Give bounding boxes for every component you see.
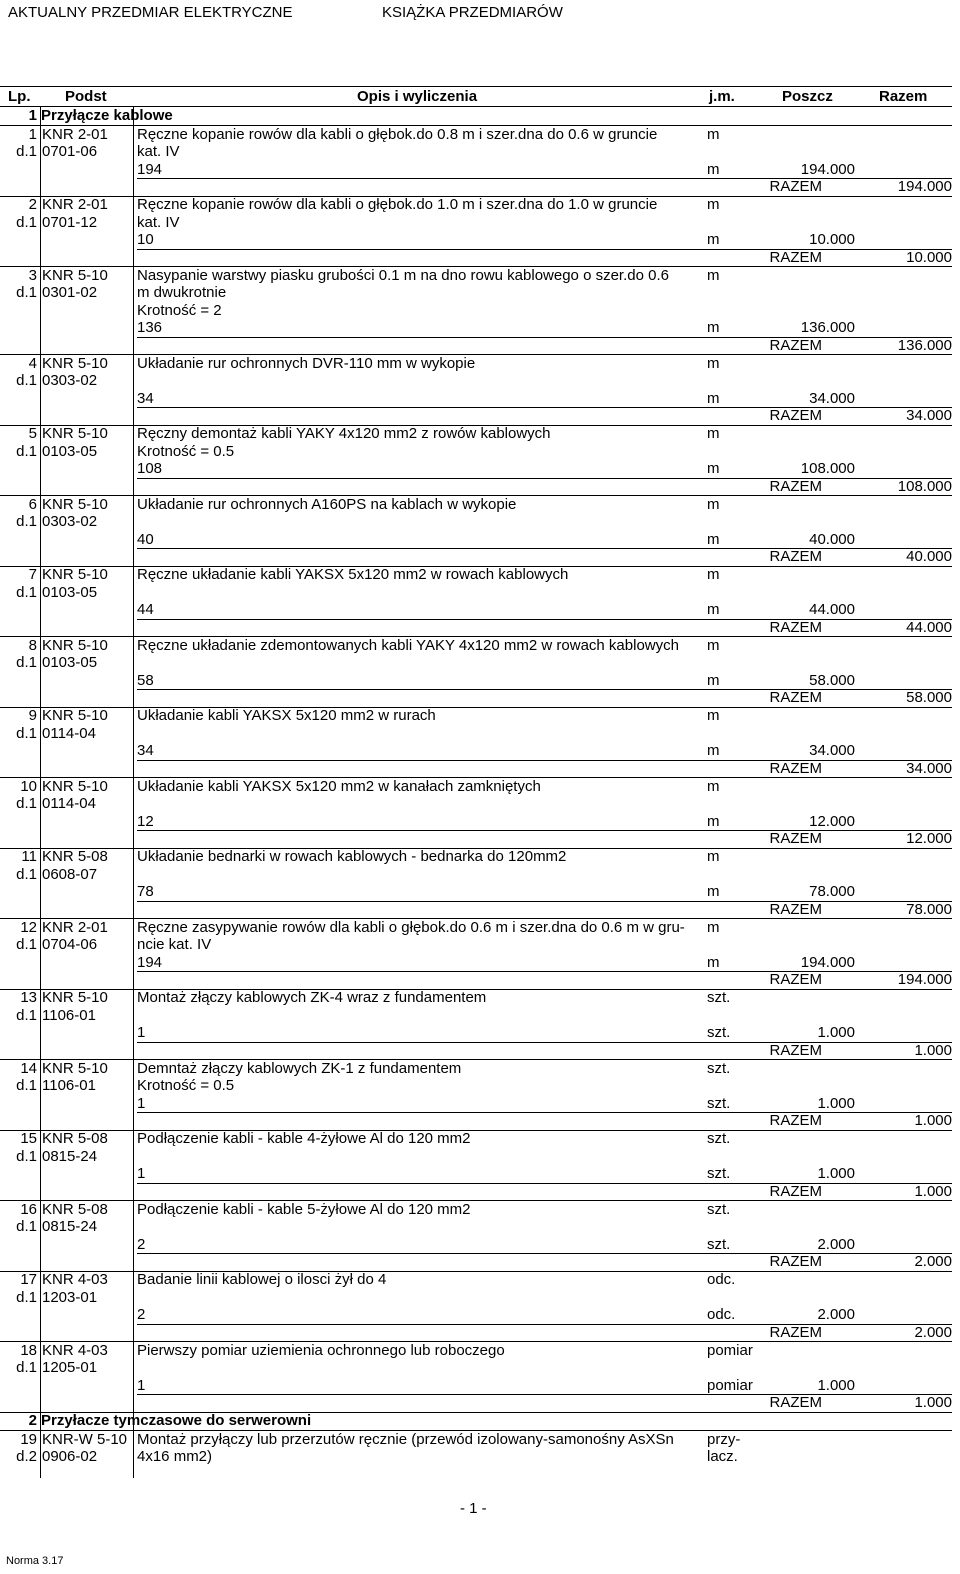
item-description: kat. IV: [137, 213, 180, 231]
item-calc: 12: [137, 812, 154, 830]
item-calc-unit: m: [707, 601, 720, 618]
item-code: KNR 5-08: [42, 1130, 108, 1147]
item-razem-label: RAZEM: [769, 1182, 822, 1200]
item-lp: 5: [28, 425, 37, 442]
item-code: KNR 5-10: [42, 566, 108, 583]
section-title: Przyłącze kablowe: [41, 107, 173, 124]
item-calc-unit: m: [707, 530, 720, 548]
item-code: KNR 5-08: [42, 848, 108, 865]
item-code: KNR 5-10: [42, 777, 108, 795]
item-lp: 16: [20, 1200, 37, 1218]
item-code: KNR 5-10: [42, 989, 108, 1006]
calc-divider: [137, 1183, 952, 1184]
col-jm: j.m.: [709, 88, 735, 105]
item-description: Podłączenie kabli - kable 5-żyłowe Al do 120 mm2: [137, 1200, 471, 1218]
item-poszcz: 1.000: [817, 1165, 855, 1182]
document-title: AKTUALNY PRZEDMIAR ELEKTRYCZNE: [8, 4, 293, 21]
item-razem-value: 78.000: [906, 900, 952, 918]
item-unit: pomiar: [707, 1341, 753, 1359]
col-lp: Lp.: [8, 88, 31, 105]
column-divider-lp: [40, 106, 41, 1478]
col-opis: Opis i wyliczenia: [357, 88, 478, 105]
calc-divider: [137, 1112, 952, 1113]
item-poszcz: 194.000: [800, 953, 855, 971]
item-razem-label: RAZEM: [769, 477, 822, 495]
item-sub: d.2: [16, 1448, 37, 1465]
item-code-detail: 0303-02: [42, 513, 98, 530]
section-title: Przyłacze tymczasowe do serwerowni: [41, 1412, 312, 1429]
item-code-detail: 1106-01: [42, 1006, 96, 1024]
item-calc: 58: [137, 671, 154, 689]
item-lp: 7: [28, 566, 37, 583]
item-razem-value: 10.000: [906, 248, 952, 266]
item-sub: d.1: [16, 442, 37, 460]
item-unit: m: [707, 566, 720, 583]
column-divider-podst: [133, 106, 134, 1478]
section-number: 1: [28, 107, 37, 124]
item-lp: 6: [28, 495, 37, 513]
item-code-detail: 0103-05: [42, 654, 98, 671]
item-razem-label: RAZEM: [769, 759, 822, 777]
item-poszcz: 10.000: [809, 231, 855, 248]
item-calc: 194: [137, 953, 163, 971]
item-lp: 18: [20, 1341, 37, 1359]
calc-divider: [137, 1394, 952, 1395]
calc-divider: [137, 407, 952, 408]
calc-divider: [137, 1324, 952, 1325]
item-calc-unit: m: [707, 812, 720, 830]
item-calc-unit: pomiar: [707, 1376, 753, 1394]
calc-divider: [137, 178, 952, 179]
item-razem-value: 34.000: [906, 759, 952, 777]
item-unit: m: [707, 266, 720, 284]
item-razem-value: 1.000: [914, 1041, 952, 1059]
item-code-detail: 0103-05: [42, 583, 98, 601]
item-calc: 2: [137, 1235, 146, 1253]
item-description: Montaż przyłączy lub przerzutów ręcznie (przewód izolowany-samonośny AsXSn: [137, 1430, 674, 1448]
item-unit: m: [707, 777, 720, 795]
item-code-detail: 0704-06: [42, 936, 98, 953]
item-calc: 40: [137, 530, 154, 548]
item-description: Demntaż złączy kablowych ZK-1 z fundamentem: [137, 1059, 462, 1077]
item-razem-value: 34.000: [906, 407, 952, 424]
item-sub: d.1: [16, 372, 37, 389]
item-razem-label: RAZEM: [769, 689, 822, 706]
item-code-detail: 0815-24: [42, 1218, 98, 1235]
item-unit: szt.: [707, 989, 731, 1006]
calc-divider: [137, 901, 952, 902]
item-code: KNR 5-10: [42, 636, 108, 654]
item-calc: 1: [137, 1376, 146, 1394]
item-calc-unit: m: [707, 389, 720, 407]
item-lp: 3: [28, 266, 37, 284]
item-calc: 34: [137, 389, 154, 407]
col-razem: Razem: [879, 88, 928, 105]
item-code-detail: 0701-06: [42, 143, 98, 160]
item-razem-label: RAZEM: [769, 248, 822, 266]
item-description: Układanie rur ochronnych DVR-110 mm w wykopie: [137, 354, 476, 372]
item-unit: szt.: [707, 1059, 731, 1077]
item-poszcz: 108.000: [800, 460, 855, 477]
item-razem-label: RAZEM: [769, 1041, 822, 1059]
item-razem-value: 1.000: [914, 1112, 952, 1129]
item-calc-unit: szt.: [707, 1235, 731, 1253]
item-code-detail: 0103-05: [42, 442, 98, 460]
item-calc: 1: [137, 1094, 146, 1112]
item-calc: 10: [137, 231, 154, 248]
item-poszcz: 12.000: [809, 812, 855, 830]
item-description: Montaż złączy kablowych ZK-4 wraz z fundamentem: [137, 989, 487, 1006]
calc-divider: [137, 548, 952, 549]
item-code-detail: 1106-01: [42, 1077, 96, 1094]
calc-divider: [137, 337, 952, 338]
item-calc: 2: [137, 1306, 146, 1323]
item-poszcz: 2.000: [817, 1306, 855, 1323]
item-lp: 13: [20, 989, 37, 1006]
item-code-detail: 0815-24: [42, 1147, 98, 1165]
item-calc: 1: [137, 1165, 146, 1182]
item-code-detail: 1203-01: [42, 1288, 98, 1306]
item-lp: 10: [20, 777, 37, 795]
item-sub: d.1: [16, 1006, 37, 1024]
item-calc-unit: m: [707, 460, 720, 477]
item-razem-label: RAZEM: [769, 900, 822, 918]
item-description: Układanie bednarki w rowach kablowych - bednarka do 120mm2: [137, 848, 567, 865]
item-code-detail: 0701-12: [42, 213, 98, 231]
item-razem-value: 1.000: [914, 1394, 952, 1411]
item-lp: 14: [20, 1059, 37, 1077]
item-razem-value: 194.000: [897, 178, 952, 195]
calc-divider: [137, 249, 952, 250]
item-code-detail: 0906-02: [42, 1448, 98, 1465]
item-unit: m: [707, 495, 720, 513]
item-razem-label: RAZEM: [769, 830, 822, 847]
item-razem-value: 44.000: [906, 618, 952, 636]
item-calc-unit: m: [707, 231, 720, 248]
calc-divider: [137, 760, 952, 761]
item-calc-unit: m: [707, 319, 720, 336]
item-description: Ręczne układanie zdemontowanych kabli YAKY 4x120 mm2 w rowach kablowych: [137, 636, 679, 654]
item-code: KNR 5-10: [42, 354, 108, 372]
calc-divider: [137, 478, 952, 479]
item-razem-value: 2.000: [914, 1253, 952, 1270]
item-razem-value: 12.000: [906, 830, 952, 847]
item-lp: 19: [20, 1430, 37, 1448]
item-razem-value: 2.000: [914, 1323, 952, 1341]
item-lp: 8: [28, 636, 37, 654]
item-sub: d.1: [16, 143, 37, 160]
item-description: Ręczne zasypywanie rowów dla kabli o głębok.do 0.6 m i szer.dna do 0.6 m w gru-: [137, 918, 685, 936]
item-poszcz: 136.000: [800, 319, 855, 336]
item-calc-unit: szt.: [707, 1024, 731, 1041]
item-sub: d.1: [16, 1359, 37, 1376]
item-razem-label: RAZEM: [769, 618, 822, 636]
item-razem-label: RAZEM: [769, 178, 822, 195]
item-sub: d.1: [16, 795, 37, 812]
item-razem-label: RAZEM: [769, 971, 822, 988]
item-razem-value: 40.000: [906, 548, 952, 565]
item-lp: 2: [28, 196, 37, 213]
item-calc: 34: [137, 742, 154, 759]
item-description: Ręczne kopanie rowów dla kabli o głębok.do 1.0 m i szer.dna do 1.0 w gruncie: [137, 196, 658, 213]
item-razem-value: 58.000: [906, 689, 952, 706]
item-sub: d.1: [16, 1147, 37, 1165]
item-code: KNR 4-03: [42, 1341, 108, 1359]
item-razem-value: 194.000: [897, 971, 952, 988]
document-subtitle: KSIĄŻKA PRZEDMIARÓW: [382, 4, 563, 21]
item-description: Nasypanie warstwy piasku grubości 0.1 m na dno rowu kablowego o szer.do 0.6: [137, 266, 669, 284]
item-description: m dwukrotnie: [137, 284, 227, 301]
item-code: KNR 5-10: [42, 266, 108, 284]
item-description: Ręczne kopanie rowów dla kabli o głębok.do 0.8 m i szer.dna do 0.6 w gruncie: [137, 125, 658, 143]
software-version: Norma 3.17: [6, 1555, 64, 1567]
item-calc: 1: [137, 1024, 146, 1041]
item-code: KNR 5-10: [42, 495, 108, 513]
item-unit: m: [707, 125, 720, 143]
item-poszcz: 58.000: [809, 671, 855, 689]
item-lp: 12: [20, 918, 37, 936]
item-description: kat. IV: [137, 143, 180, 160]
calc-divider: [137, 971, 952, 972]
item-sub: d.1: [16, 213, 37, 231]
item-calc-unit: odc.: [707, 1306, 736, 1323]
item-poszcz: 194.000: [800, 160, 855, 178]
item-sub: d.1: [16, 583, 37, 601]
item-calc: 136: [137, 319, 163, 336]
item-lp: 15: [20, 1130, 37, 1147]
page-number: - 1 -: [460, 1500, 487, 1517]
item-code: KNR 2-01: [42, 125, 108, 143]
item-unit: przy-: [707, 1430, 741, 1448]
item-description: Układanie kabli YAKSX 5x120 mm2 w rurach: [137, 707, 436, 724]
item-unit-cont: lacz.: [707, 1448, 738, 1465]
item-code: KNR 2-01: [42, 196, 108, 213]
calc-divider: [137, 619, 952, 620]
item-razem-label: RAZEM: [769, 336, 822, 354]
item-razem-label: RAZEM: [769, 1323, 822, 1341]
item-lp: 9: [28, 707, 37, 724]
item-code-detail: 0608-07: [42, 865, 98, 883]
item-description: Ręczne układanie kabli YAKSX 5x120 mm2 w rowach kablowych: [137, 566, 569, 583]
item-razem-value: 136.000: [897, 336, 952, 354]
item-razem-label: RAZEM: [769, 407, 822, 424]
col-poszcz: Poszcz: [782, 88, 833, 105]
item-description: Pierwszy pomiar uziemienia ochronnego lub roboczego: [137, 1341, 505, 1359]
item-poszcz: 1.000: [817, 1024, 855, 1041]
item-unit: szt.: [707, 1130, 731, 1147]
item-unit: m: [707, 425, 720, 442]
item-code: KNR 5-10: [42, 425, 108, 442]
item-description: Podłączenie kabli - kable 4-żyłowe Al do 120 mm2: [137, 1130, 471, 1147]
item-razem-label: RAZEM: [769, 1394, 822, 1411]
table-header: [0, 86, 952, 107]
item-code-detail: 0301-02: [42, 284, 98, 301]
item-sub: d.1: [16, 284, 37, 301]
item-unit: m: [707, 636, 720, 654]
item-calc: 78: [137, 883, 154, 900]
item-sub: d.1: [16, 724, 37, 742]
item-poszcz: 1.000: [817, 1094, 855, 1112]
item-razem-label: RAZEM: [769, 1112, 822, 1129]
col-podst: Podst: [65, 88, 107, 105]
item-razem-value: 1.000: [914, 1182, 952, 1200]
item-unit: m: [707, 354, 720, 372]
item-code: KNR 2-01: [42, 918, 108, 936]
item-sub: d.1: [16, 513, 37, 530]
item-code-detail: 0114-04: [42, 795, 96, 812]
item-unit: m: [707, 918, 720, 936]
item-code-detail: 0303-02: [42, 372, 98, 389]
item-unit: m: [707, 848, 720, 865]
calc-divider: [137, 830, 952, 831]
item-poszcz: 2.000: [817, 1235, 855, 1253]
item-code: KNR-W 5-10: [42, 1430, 128, 1448]
item-description: Układanie kabli YAKSX 5x120 mm2 w kanałach zamkniętych: [137, 777, 541, 795]
item-description: Układanie rur ochronnych A160PS na kablach w wykopie: [137, 495, 517, 513]
item-sub: d.1: [16, 1077, 37, 1094]
item-code-detail: 0114-04: [42, 724, 96, 742]
item-calc: 108: [137, 460, 163, 477]
item-description: ncie kat. IV: [137, 936, 212, 953]
item-sub: d.1: [16, 1288, 37, 1306]
item-description: Ręczny demontaż kabli YAKY 4x120 mm2 z rowów kablowych: [137, 425, 551, 442]
calc-divider: [137, 1042, 952, 1043]
item-description: 4x16 mm2): [137, 1448, 213, 1465]
item-sub: d.1: [16, 865, 37, 883]
item-lp: 11: [21, 848, 37, 865]
item-poszcz: 34.000: [809, 742, 855, 759]
item-code: KNR 5-10: [42, 707, 108, 724]
item-code-detail: 1205-01: [42, 1359, 98, 1376]
item-calc-unit: m: [707, 883, 720, 900]
item-calc-unit: szt.: [707, 1165, 731, 1182]
item-code: KNR 4-03: [42, 1271, 108, 1288]
item-lp: 17: [20, 1271, 37, 1288]
item-calc-unit: szt.: [707, 1094, 731, 1112]
page-header: [8, 2, 952, 24]
item-sub: d.1: [16, 1218, 37, 1235]
item-lp: 1: [28, 125, 37, 143]
item-description: Krotność = 0.5: [137, 1077, 235, 1094]
item-unit: m: [707, 196, 720, 213]
item-razem-label: RAZEM: [769, 548, 822, 565]
item-calc: 44: [137, 601, 154, 618]
item-unit: odc.: [707, 1271, 736, 1288]
section-number: 2: [28, 1412, 37, 1429]
item-code: KNR 5-10: [42, 1059, 108, 1077]
item-poszcz: 40.000: [809, 530, 855, 548]
item-poszcz: 34.000: [809, 389, 855, 407]
calc-divider: [137, 1253, 952, 1254]
item-unit: m: [707, 707, 720, 724]
item-poszcz: 1.000: [817, 1376, 855, 1394]
item-sub: d.1: [16, 654, 37, 671]
item-razem-label: RAZEM: [769, 1253, 822, 1270]
item-calc: 194: [137, 160, 163, 178]
item-calc-unit: m: [707, 953, 720, 971]
item-sub: d.1: [16, 936, 37, 953]
item-unit: szt.: [707, 1200, 731, 1218]
calc-divider: [137, 689, 952, 690]
item-razem-value: 108.000: [897, 477, 952, 495]
item-calc-unit: m: [707, 160, 720, 178]
item-description: Badanie linii kablowej o ilosci żył do 4: [137, 1271, 387, 1288]
item-lp: 4: [28, 354, 37, 372]
item-description: Krotność = 2: [137, 301, 222, 319]
item-calc-unit: m: [707, 742, 720, 759]
item-poszcz: 78.000: [809, 883, 855, 900]
item-code: KNR 5-08: [42, 1200, 108, 1218]
item-calc-unit: m: [707, 671, 720, 689]
item-poszcz: 44.000: [809, 601, 855, 618]
item-description: Krotność = 0.5: [137, 442, 235, 460]
